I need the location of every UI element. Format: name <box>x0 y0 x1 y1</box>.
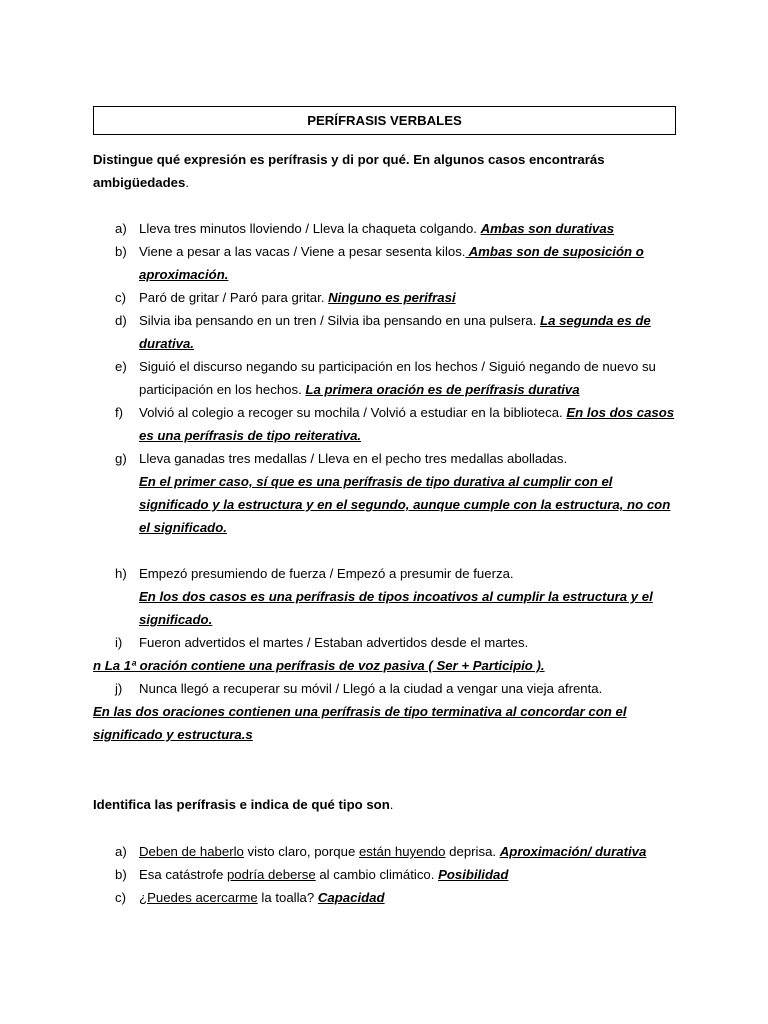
list-item: i) Fueron advertidos el martes / Estaban advertidos desde el martes. n La 1ª oración contiene una perífrasis de voz pasiva ( Ser + Participio ). <box>93 631 683 677</box>
answer: Ambas son de suposición o aproximación. <box>139 244 644 282</box>
answer: En los dos casos es una perífrasis de tipos incoativos al cumplir la estructura y el significado. <box>139 589 653 627</box>
answer: Aproximación/ durativa <box>499 844 647 859</box>
list-item: c) ¿Puedes acercarme la toalla? Capacidad <box>115 890 385 905</box>
list-item: h) Empezó presumiendo de fuerza / Empezó a presumir de fuerza. En los dos casos es una perífrasis de tipos incoativos al cumplir la estructura y el significado. <box>115 566 653 627</box>
page-title: PERÍFRASIS VERBALES <box>93 106 676 135</box>
answer: Posibilidad <box>438 867 509 882</box>
list-item: f) Volvió al colegio a recoger su mochila / Volvió a estudiar en la biblioteca. En los dos casos es una perífrasis de tipo reiterativa. <box>115 405 675 443</box>
answer: Capacidad <box>317 890 385 905</box>
instruction-2: Identifica las perífrasis e indica de qué tipo son. <box>93 797 394 812</box>
exercise-1-list <box>93 217 683 746</box>
list-item: e) Siguió el discurso negando su participación en los hechos / Siguió negando de nuevo su participación en los hechos. La primera oración es de perífrasis durativa <box>115 359 656 397</box>
exercise-2-list <box>93 840 683 909</box>
answer: La segunda es de durativa. <box>139 313 651 351</box>
list-item: c) Paró de gritar / Paró para gritar. Ninguno es perifrasi <box>115 290 456 305</box>
list-item: a) Deben de haberlo visto claro, porque están huyendo deprisa. Aproximación/ durativa <box>115 844 647 859</box>
list-item: d) Silvia iba pensando en un tren / Silvia iba pensando en una pulsera. La segunda es de durativa. <box>115 313 651 351</box>
answer: La primera oración es de perífrasis durativa <box>305 382 580 397</box>
answer: En los dos casos es una perífrasis de tipo reiterativa. <box>139 405 675 443</box>
list-item: b) Esa catástrofe podría deberse al cambio climático. Posibilidad <box>115 867 509 882</box>
answer: Ninguno es perifrasi <box>328 290 456 305</box>
answer: n La 1ª oración contiene una perífrasis de voz pasiva ( Ser + Participio ). <box>93 658 545 673</box>
answer: En el primer caso, sí que es una perífrasis de tipo durativa al cumplir con el significado y la estructura y en el segundo, aunque cumple con la estructura, no con el significado. <box>139 474 671 535</box>
answer: Ambas son durativas <box>480 221 615 236</box>
list-item: b) Viene a pesar a las vacas / Viene a pesar sesenta kilos. Ambas son de suposición o aproximación. <box>115 244 644 282</box>
list-item: g) Lleva ganadas tres medallas / Lleva en el pecho tres medallas abolladas. En el primer caso, sí que es una perífrasis de tipo durativa al cumplir con el significado y la estructura y en el segundo, aunque cumple con la estructura, no con el significado. <box>115 451 671 535</box>
instruction-1: Distingue qué expresión es perífrasis y di por qué. En algunos casos encontrarás ambigüedades. <box>93 152 605 190</box>
list-item: a) Lleva tres minutos lloviendo / Lleva la chaqueta colgando. Ambas son durativas <box>115 221 615 236</box>
answer: En las dos oraciones contienen una perífrasis de tipo terminativa al concordar con el significado y estructura.s <box>93 704 627 742</box>
list-item: j) Nunca llegó a recuperar su móvil / Llegó a la ciudad a vengar una vieja afrenta. En las dos oraciones contienen una perífrasis de tipo terminativa al concordar con el significado y estructura.s <box>93 677 683 746</box>
